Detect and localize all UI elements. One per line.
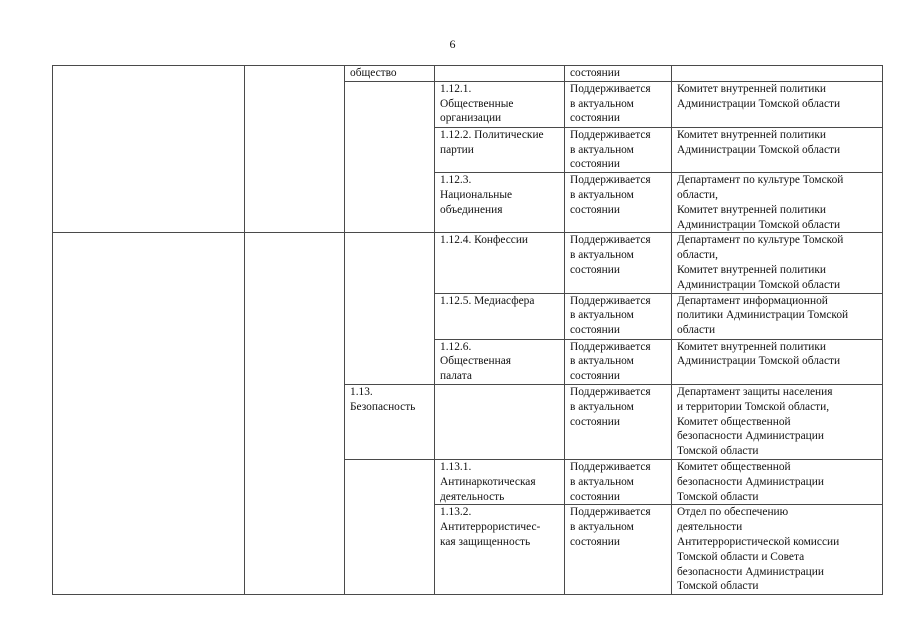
status-cell: Поддерживается в актуальном состоянии bbox=[565, 233, 672, 293]
responsible-cell: Департамент по культуре Томской области, Комитет внутренней политики Администрации Томской области bbox=[672, 233, 883, 293]
responsible-cell: Комитет общественной безопасности Администрации Томской области bbox=[672, 459, 883, 504]
subsection-cell: 1.12.4. Конфессии bbox=[435, 233, 565, 293]
table-row bbox=[53, 233, 883, 293]
status-cell: Поддерживается в актуальном состоянии bbox=[565, 384, 672, 459]
subsection-cell: 1.13.2. Антитеррористичес- кая защищенность bbox=[435, 505, 565, 595]
responsible-cell: Департамент по культуре Томской области, Комитет внутренней политики Администрации Томской области bbox=[672, 173, 883, 233]
status-cell: Поддерживается в актуальном состоянии bbox=[565, 293, 672, 339]
status-cell: Поддерживается в актуальном состоянии bbox=[565, 173, 672, 233]
status-cell: Поддерживается в актуальном состоянии bbox=[565, 127, 672, 172]
section-name-cell bbox=[345, 233, 435, 385]
table-cell-empty bbox=[245, 66, 345, 233]
status-cell: состоянии bbox=[565, 66, 672, 82]
responsible-cell: Комитет внутренней политики Администрации Томской области bbox=[672, 127, 883, 172]
subsection-cell: 1.12.6. Общественная палата bbox=[435, 339, 565, 384]
responsible-cell: Департамент информационной политики Администрации Томской области bbox=[672, 293, 883, 339]
section-name-cell bbox=[345, 81, 435, 233]
section-name-cell bbox=[345, 459, 435, 594]
subsection-cell bbox=[435, 66, 565, 82]
table-cell-empty bbox=[245, 233, 345, 595]
subsection-cell: 1.12.3. Национальные объединения bbox=[435, 173, 565, 233]
table-cell-empty bbox=[53, 233, 245, 595]
subsection-cell: 1.12.1. Общественные организации bbox=[435, 81, 565, 127]
subsection-cell: 1.12.2. Политические партии bbox=[435, 127, 565, 172]
status-cell: Поддерживается в актуальном состоянии bbox=[565, 81, 672, 127]
status-cell: Поддерживается в актуальном состоянии bbox=[565, 505, 672, 595]
table-cell-empty bbox=[53, 66, 245, 233]
subsection-cell: 1.13.1. Антинаркотическая деятельность bbox=[435, 459, 565, 504]
subsection-cell bbox=[435, 384, 565, 459]
table-row bbox=[53, 66, 883, 82]
page-number: 6 bbox=[449, 37, 456, 51]
status-cell: Поддерживается в актуальном состоянии bbox=[565, 339, 672, 384]
responsible-cell: Комитет внутренней политики Администрации Томской области bbox=[672, 339, 883, 384]
responsible-cell: Комитет внутренней политики Администрации Томской области bbox=[672, 81, 883, 127]
status-cell: Поддерживается в актуальном состоянии bbox=[565, 459, 672, 504]
responsible-cell bbox=[672, 66, 883, 82]
responsible-cell: Отдел по обеспечению деятельности Антитеррористической комиссии Томской области и Совета безопасности Администрации Томской области bbox=[672, 505, 883, 595]
section-name-cell: 1.13. Безопасность bbox=[345, 384, 435, 459]
section-name-cell: общество bbox=[345, 66, 435, 82]
document-table bbox=[52, 65, 883, 595]
subsection-cell: 1.12.5. Медиасфера bbox=[435, 293, 565, 339]
responsible-cell: Департамент защиты населения и территории Томской области, Комитет общественной безопасности Администрации Томской области bbox=[672, 384, 883, 459]
